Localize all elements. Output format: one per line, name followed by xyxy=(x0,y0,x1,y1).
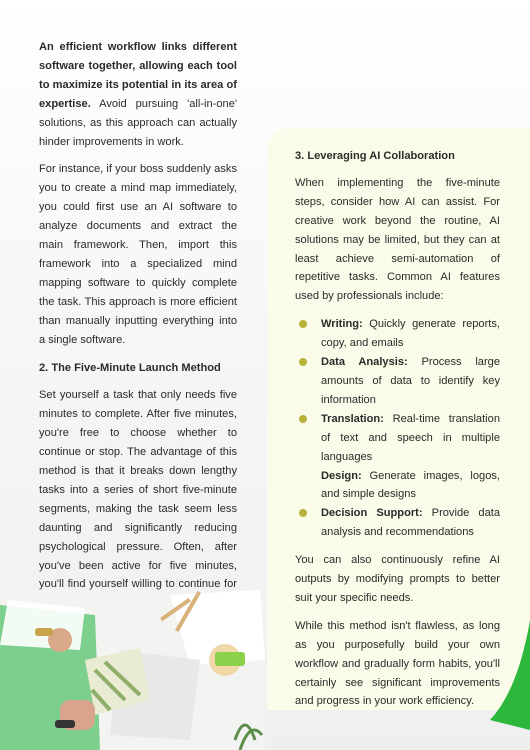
bullet-icon xyxy=(299,320,307,328)
section-2-heading: 2. The Five-Minute Launch Method xyxy=(39,361,221,374)
list-item: Writing: Quickly generate reports, copy, and emails xyxy=(295,315,500,353)
green-accent-shape xyxy=(470,620,530,730)
ai-features-list xyxy=(295,315,500,542)
bullet-icon xyxy=(299,415,307,423)
list-item: Translation: Real-time translation of text and speech in multiple languages xyxy=(295,410,500,467)
left-column xyxy=(39,38,237,622)
intro-text: Avoid pursuing 'all-in-one' solutions, as this approach can actually hinder improvements in work. xyxy=(39,97,237,148)
refine-paragraph: You can also continuously refine AI outputs by modifying prompts to better suit your specific needs. xyxy=(295,554,500,604)
example-paragraph: For instance, if your boss suddenly asks you to create a mind map immediately, you could first use an AI software to analyze documents and extract the main framework. Then, import this framework into a specialized mind mapping software to quickly complete the task. This approach is more efficient than manually inputting everything into a single software. xyxy=(39,163,237,346)
workspace-photo xyxy=(0,590,265,750)
section-3-heading: 3. Leveraging AI Collaboration xyxy=(295,150,455,162)
closing-paragraph: While this method isn't flawless, as long as you purposefully build your own workflow and gradually form habits, you'll certainly see significant improvements and progress in your work efficiency. xyxy=(295,619,500,708)
intro-bold-text: An efficient workflow links different software together, allowing each tool to maximize its potential in its area of expertise. xyxy=(39,41,237,110)
list-item: Design: Generate images, logos, and simple designs xyxy=(321,469,500,501)
list-item: Decision Support: Provide data analysis and recommendations xyxy=(295,504,500,542)
list-item: Data Analysis: Process large amounts of data to identify key information xyxy=(295,353,500,410)
section-2-body: Set yourself a task that only needs five minutes to complete. After five minutes, you're free to choose whether to continue or stop. The advantage of this method is that it breaks down lengthy tasks into a series of short five-minute segments, making the task seem less daunting and significantly reducing psychological pressure. Often, after you've been active for five minutes, you'll find yourself willing to continue for xyxy=(39,389,237,591)
bullet-icon xyxy=(299,358,307,366)
section-3-intro: When implementing the five-minute steps, consider how AI can assist. For creative work beyond the routine, AI solutions may be limited, but they can at least achieve semi-automation of repetitive tasks. Common AI features used by professionals include: xyxy=(295,176,500,303)
bullet-icon xyxy=(299,509,307,517)
intro-paragraph xyxy=(39,38,237,151)
